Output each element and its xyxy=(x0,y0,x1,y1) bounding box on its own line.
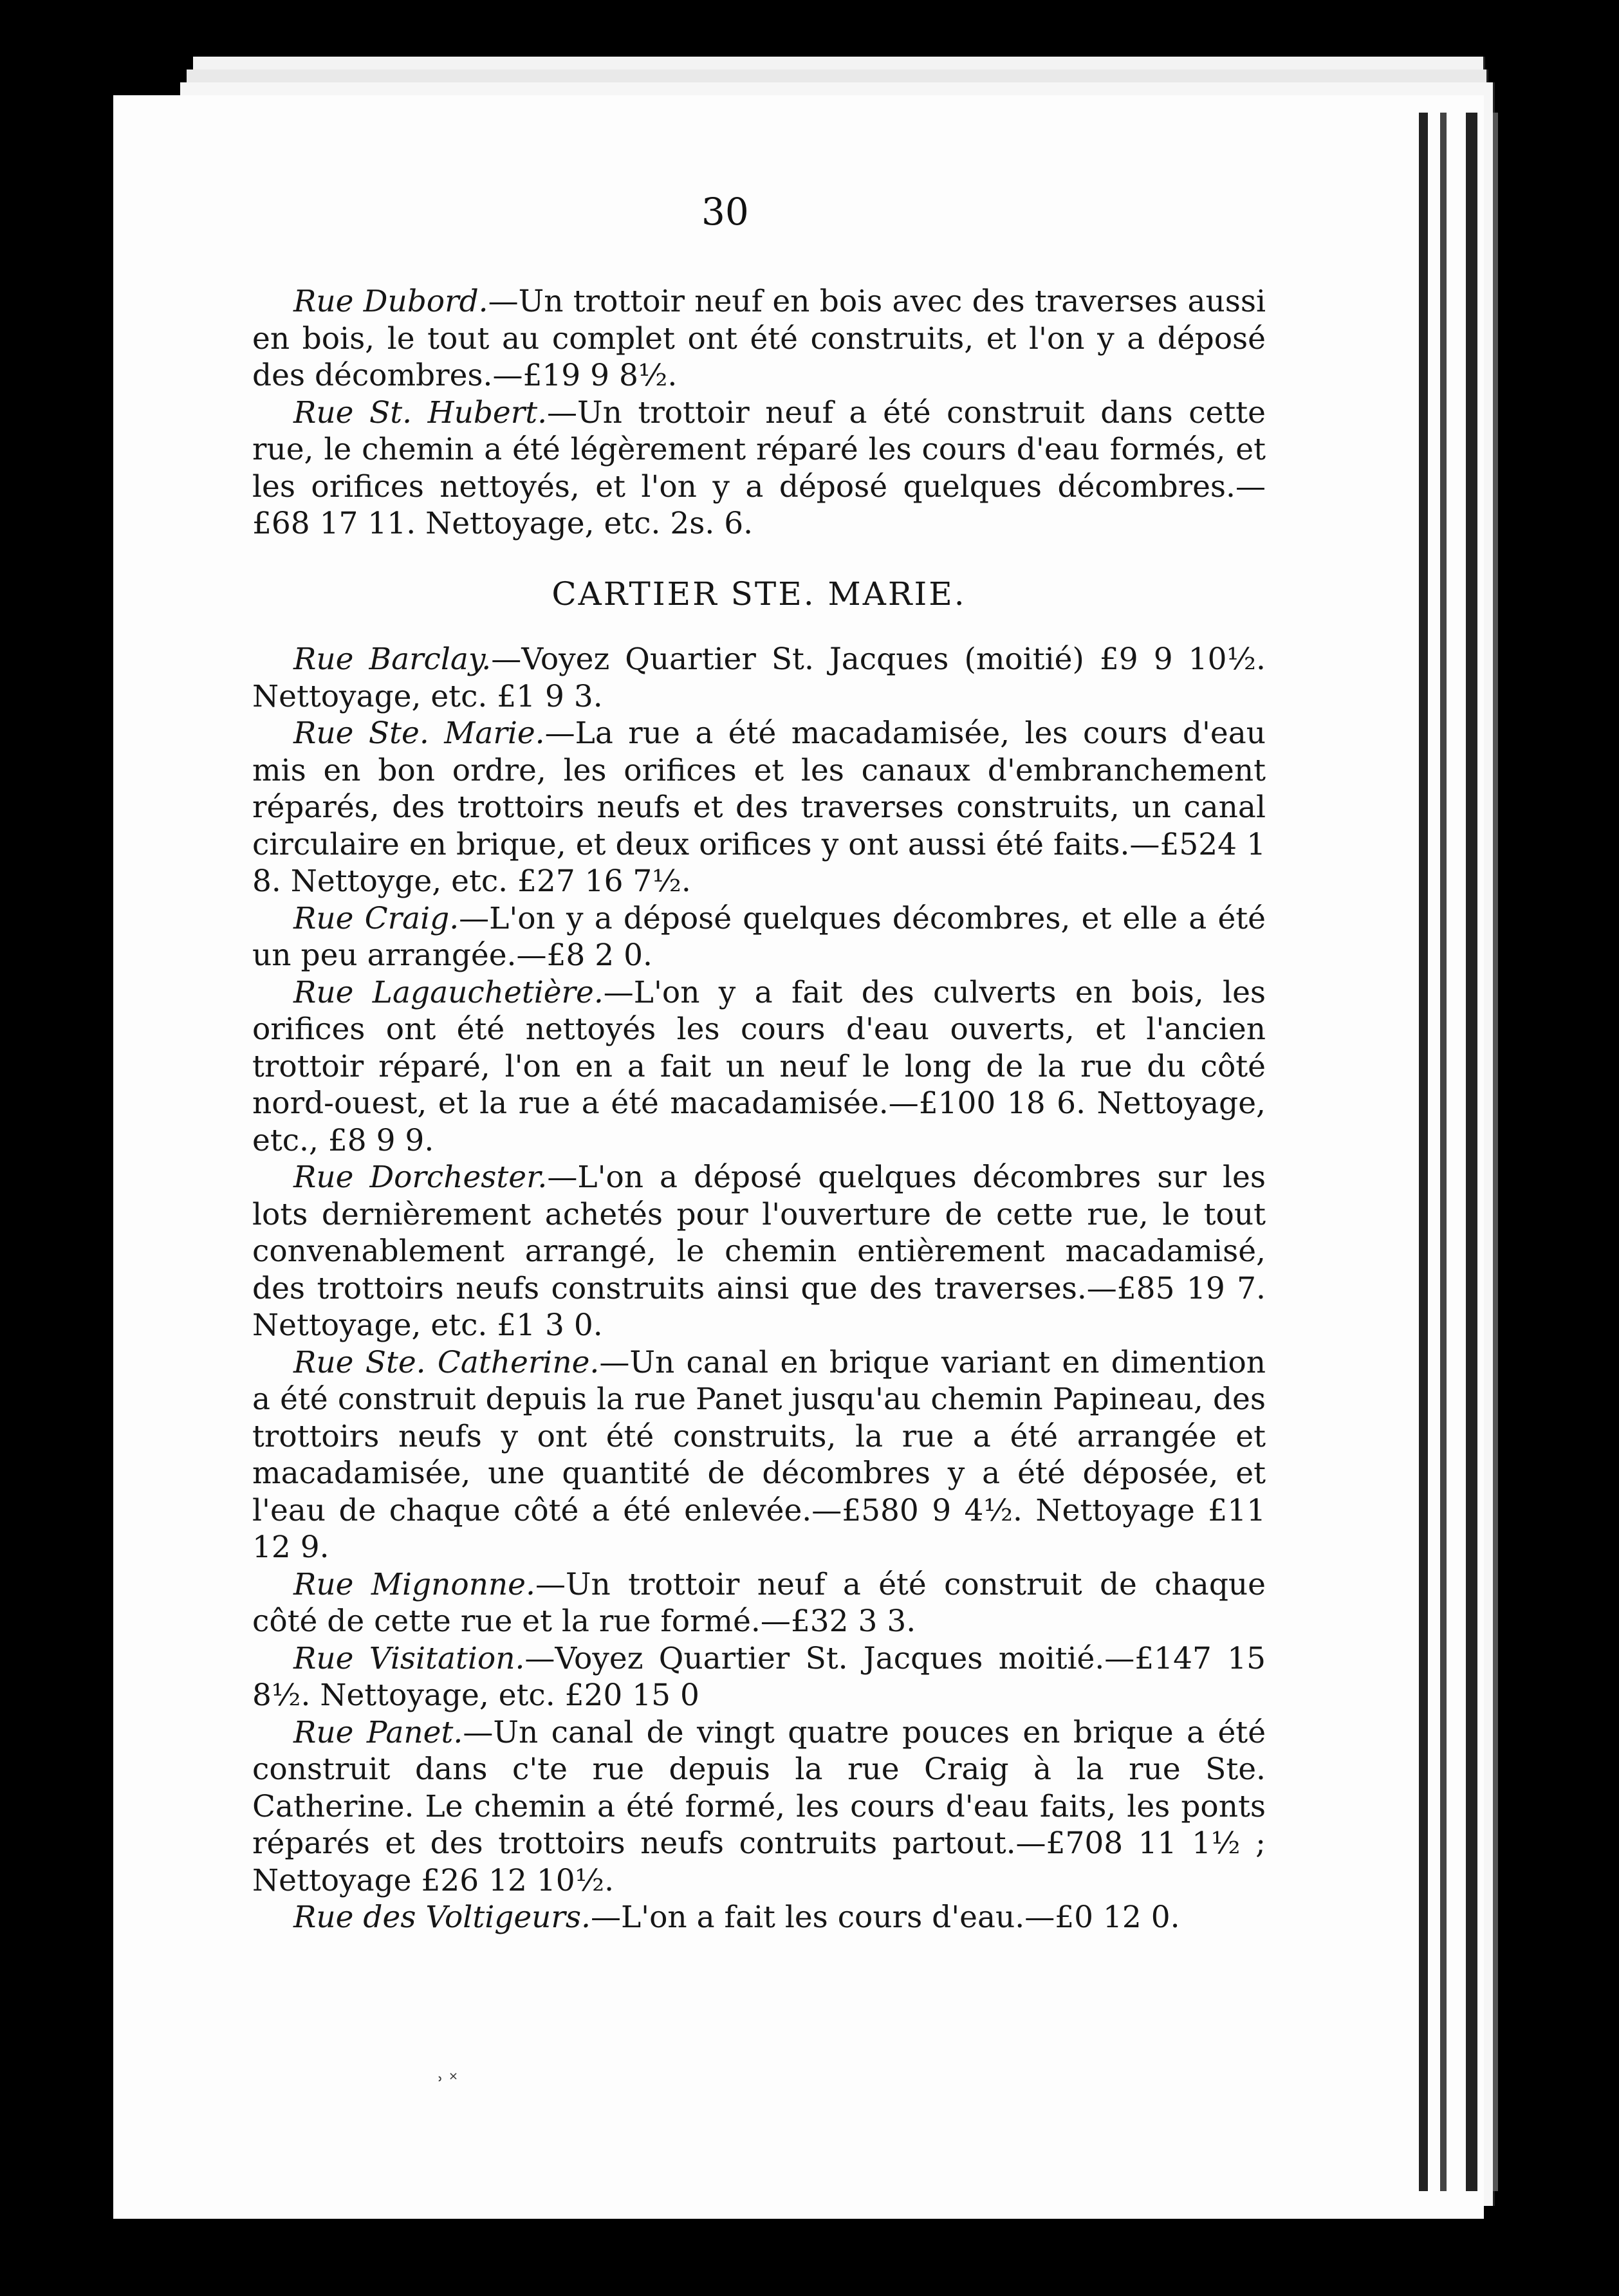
paragraph-text: —Voyez Quartier St. Jacques moitié.—£147 15 8½. Nettoyage, etc. £20 15 0 xyxy=(252,1640,1266,1713)
paragraph-rue-lagauchetiere xyxy=(252,974,1266,1160)
page-content xyxy=(252,283,1266,1936)
street-name: Rue Panet. xyxy=(293,1714,463,1750)
street-name: Rue des Voltigeurs. xyxy=(293,1900,591,1935)
paragraph-text: —Un trottoir neuf a été construit dans cette rue, le chemin a été légèrement réparé les cours d'eau formés, et les orifices nettoyés, et l'on y a déposé quelques décombres.—£68 17 11. Nettoyage, etc. 2s. 6. xyxy=(252,394,1266,541)
paragraph-text: —La rue a été macadamisée, les cours d'eau mis en bon ordre, les orifices et les canaux d'embranchement réparés, des trottoirs neufs et des traverses construits, un canal circulaire en brique, et deux orifices y ont aussi été faits.—£524 1 8. Nettoyge, etc. £27 16 7½. xyxy=(252,716,1266,899)
street-name: Rue Ste. Marie. xyxy=(293,716,545,751)
street-name: Rue Barclay. xyxy=(293,642,492,677)
street-name: Rue St. Hubert. xyxy=(293,394,548,430)
paragraph-rue-craig xyxy=(252,900,1266,974)
street-name: Rue Dorchester. xyxy=(293,1160,548,1195)
paragraph-rue-dubord xyxy=(252,283,1266,394)
paragraph-rue-visitation xyxy=(252,1640,1266,1714)
paragraph-text: —Voyez Quartier St. Jacques (moitié) £9 9 10½. Nettoyage, etc. £1 9 3. xyxy=(252,642,1266,714)
binding-strip xyxy=(1493,113,1498,2191)
paragraph-text: —L'on a déposé quelques décombres sur les lots dernièrement achetés pour l'ouverture de cette rue, le tout convenablement arrangé, le chemin entièrement macadamisé, des trottoirs neufs construits ainsi que des traverses.—£85 19 7. Nettoyage, etc. £1 3 0. xyxy=(252,1160,1266,1343)
paragraph-text: —Un canal de vingt quatre pouces en brique a été construit dans c'te rue depuis la rue Craig à la rue Ste. Catherine. Le chemin a été formé, les cours d'eau faits, les ponts réparés et des trottoirs neufs contruits partout.—£708 11 1½ ; Nettoyage £26 12 10½. xyxy=(252,1714,1266,1898)
ink-specks: ˒ ˟ xyxy=(438,2069,458,2091)
paragraph-rue-barclay xyxy=(252,641,1266,715)
paragraph-text: —L'on y a déposé quelques décombres, et elle a été un peu arrangée.—£8 2 0. xyxy=(252,900,1266,973)
street-name: Rue Visitation. xyxy=(293,1640,525,1676)
street-name: Rue Mignonne. xyxy=(293,1566,535,1602)
street-name: Rue Lagauchetière. xyxy=(293,974,604,1010)
paragraph-text: —Un canal en brique variant en dimention a été construit depuis la rue Panet jusqu'au chemin Papineau, des trottoirs neufs y ont été construits, la rue a été arrangée et macadamisée, une quantité de décombres y a été déposée, et l'eau de chaque côté a été enlevée.—£580 9 4½. Nettoyage £11 12 9. xyxy=(252,1344,1266,1565)
section-heading: CARTIER STE. MARIE. xyxy=(551,575,967,613)
street-name: Rue Ste. Catherine. xyxy=(293,1344,600,1380)
paragraph-rue-dorchester xyxy=(252,1159,1266,1344)
page-number: 30 xyxy=(701,190,749,234)
paragraph-rue-ste-marie xyxy=(252,715,1266,900)
paragraph-rue-panet xyxy=(252,1714,1266,1900)
binding-strip xyxy=(1466,113,1477,2191)
paragraph-rue-st-hubert xyxy=(252,394,1266,542)
paragraph-rue-mignonne xyxy=(252,1566,1266,1640)
paragraph-text: —Un trottoir neuf a été construit de chaque côté de cette rue et la rue formé.—£32 3 3. xyxy=(252,1566,1266,1639)
paragraph-text: —L'on a fait les cours d'eau.—£0 12 0. xyxy=(590,1900,1180,1935)
paragraph-text: —L'on y a fait des culverts en bois, les orifices ont été nettoyés les cours d'eau ouverts, et l'ancien trottoir réparé, l'on en a fait un neuf le long de la rue du côté nord-ouest, et la rue a été macadamisée.—£100 18 6. Nettoyage, etc., £8 9 9. xyxy=(252,974,1266,1158)
paragraph-rue-ste-catherine xyxy=(252,1344,1266,1566)
street-name: Rue Craig. xyxy=(293,900,459,936)
paragraph-text: —Un trottoir neuf en bois avec des traverses aussi en bois, le tout au complet ont été construits, et l'on y a déposé des décombres.—£19 9 8½. xyxy=(252,284,1266,393)
binding-strip xyxy=(1440,113,1447,2191)
binding-strip xyxy=(1419,113,1428,2191)
street-name: Rue Dubord. xyxy=(293,284,488,319)
paragraph-rue-des-voltigeurs xyxy=(252,1899,1266,1936)
